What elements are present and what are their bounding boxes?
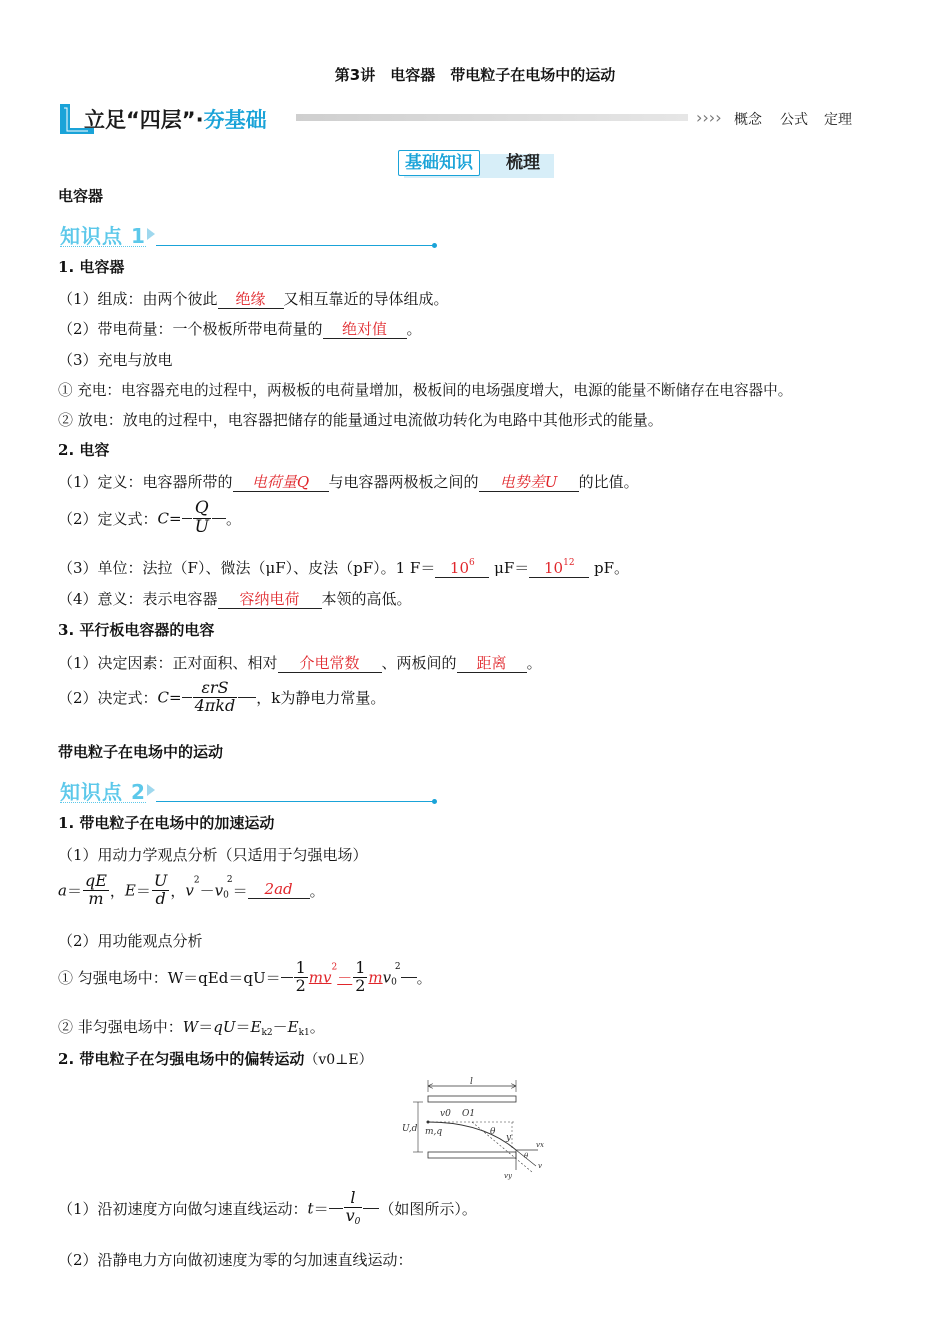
s3-title: 3. 平行板电容器的电容 <box>58 621 215 639</box>
p2-s1-line-nonuniform: ② 非匀强电场中：$W=qU=E_{k2}-E_{k1}$。 <box>58 1018 325 1038</box>
page-title: 第3讲 电容器 带电粒子在电场中的运动 <box>334 66 616 84</box>
answer-1e6: $10^6$ <box>435 558 489 578</box>
badge-boxed-text: 基础知识 <box>398 150 480 176</box>
answer-distance: 距离 <box>457 655 527 673</box>
kp1-line <box>156 245 434 246</box>
top-plate <box>428 1096 516 1102</box>
banner-nav-concept[interactable]: 概念 <box>734 112 762 128</box>
answer-charge-q: 电荷量Q <box>233 474 329 492</box>
kp1-arrow-icon <box>146 227 156 241</box>
s1-line-charging: ① 充电：电容器充电的过程中，两极板的电荷量增加，极板间的电场强度增大，电源的能量不断储存在电容器中。 <box>58 382 793 399</box>
kp2-label: 知识点 2 <box>60 780 146 804</box>
answer-1e12: $10^{12}$ <box>529 558 589 578</box>
capacitance-fraction: $\frac{Q}{U}$ <box>194 498 209 537</box>
s1-line-charge: （2）带电荷量：一个极板所带电荷量的 绝对值 。 <box>58 320 422 338</box>
part1-heading: 电容器 <box>58 187 104 205</box>
p2-s1-formula-acceleration: a＝ $\frac{qE}{m}$ ，E＝ $\frac{U}{d}$ ，$v^2-v_0^2= 2ad$ 。 <box>58 871 325 908</box>
diagram-label-vx: vx <box>536 1141 544 1149</box>
banner-bar <box>296 114 688 121</box>
p2-s1-line-dynamics: （1）用动力学观点分析（只适用于匀强电场） <box>58 846 368 864</box>
answer-potential-u: 电势差U <box>479 474 579 492</box>
answer-insulation: 绝缘 <box>218 291 284 309</box>
p2-s2-title: 2. 带电粒子在匀强电场中的偏转运动（v0⊥E） <box>58 1050 373 1068</box>
s2-line-formula: （2）定义式：C= $\frac{Q}{U}$ 。 <box>58 498 241 537</box>
s1-line-charge-discharge: （3）充电与放电 <box>58 351 173 369</box>
kp1-label: 知识点 1 <box>60 224 146 248</box>
p2-s1-title: 1. 带电粒子在电场中的加速运动 <box>58 814 275 832</box>
s1-line-discharging: ② 放电：放电的过程中，电容器把储存的能量通过电流做功转化为电路中其他形式的能量。 <box>58 411 663 429</box>
section-banner <box>58 100 858 138</box>
kp2-arrow-icon <box>146 783 156 797</box>
part2-heading: 带电粒子在电场中的运动 <box>58 743 224 761</box>
s3-line-factors: （1）决定因素：正对面积、相对 介电常数 、两板间的 距离 。 <box>58 654 542 672</box>
s1-title: 1. 电容器 <box>58 258 125 276</box>
section-badge <box>398 150 554 178</box>
answer-hold-charge: 容纳电荷 <box>218 591 322 609</box>
diagram-label-theta-exit: θ <box>524 1152 529 1160</box>
s2-title: 2. 电容 <box>58 441 110 459</box>
s3-line-formula: （2）决定式：C= $\frac{\text{εrS}}{\text{4πkd}}$ ，k为静电力常量。 <box>58 678 386 715</box>
answer-2ad: 2ad <box>248 881 310 899</box>
diagram-label-mq: m,q <box>425 1127 443 1137</box>
answer-dielectric: 介电常数 <box>278 655 382 673</box>
s1-line-composition: （1）组成：由两个彼此 绝缘 又相互靠近的导体组成。 <box>58 290 449 308</box>
diagram-label-theta: θ <box>490 1127 496 1137</box>
p2-s2-line-accel-motion: （2）沿静电力方向做初速度为零的匀加速直线运动： <box>58 1251 413 1269</box>
p2-s1-line-energy: （2）用功能观点分析 <box>58 932 203 950</box>
kp2-line <box>156 801 434 802</box>
knowledge-point-2 <box>58 776 448 806</box>
banner-nav-arrows: ›››› <box>696 108 722 127</box>
deflection-diagram <box>398 1076 558 1184</box>
diagram-label-vy: vy <box>504 1172 512 1180</box>
p2-s1-formula-uniform: ① 匀强电场中：W＝qEd＝qU＝ $\frac{1}{2}$ $mv^2-$ $\frac{1}{2}$ $mv_0^2$。 <box>58 958 432 995</box>
s2-line-meaning: （4）意义：表示电容器 容纳电荷 本领的高低。 <box>58 590 412 608</box>
diagram-label-y: y <box>506 1133 512 1143</box>
diagram-label-v: v <box>538 1162 542 1170</box>
badge-plain-text: 梳理 <box>506 153 540 173</box>
banner-label: 立足“四层”· <box>84 108 204 132</box>
diagram-label-l: l <box>470 1077 473 1087</box>
parallel-plate-fraction: $\frac{\text{εrS}}{\text{4πkd}}$ <box>194 678 236 715</box>
banner-nav-formula[interactable]: 公式 <box>780 112 808 128</box>
s2-line-units: （3）单位：法拉（F）、微法（μF）、皮法（pF）。1 $F= 10^6$ $\mu F= 10^{12}$ pF。 <box>58 558 630 577</box>
s2-line-definition: （1）定义：电容器所带的 电荷量Q 与电容器两极板之间的 电势差U 的比值。 <box>58 473 639 491</box>
answer-absolute-value: 绝对值 <box>323 321 407 339</box>
banner-nav-theorem[interactable]: 定理 <box>824 112 852 128</box>
diagram-label-ud: U,d <box>402 1124 418 1134</box>
p2-s2-line-uniform-motion: （1）沿初速度方向做匀速直线运动：t＝ $\frac{l}{v_0}$ （如图所示）。 <box>58 1188 477 1227</box>
diagram-label-v0: v0 <box>440 1109 451 1119</box>
knowledge-point-1 <box>58 220 448 250</box>
bottom-plate <box>428 1152 516 1158</box>
banner-label-highlight: 夯基础 <box>203 108 267 132</box>
diagram-label-o1: O1 <box>462 1109 476 1119</box>
